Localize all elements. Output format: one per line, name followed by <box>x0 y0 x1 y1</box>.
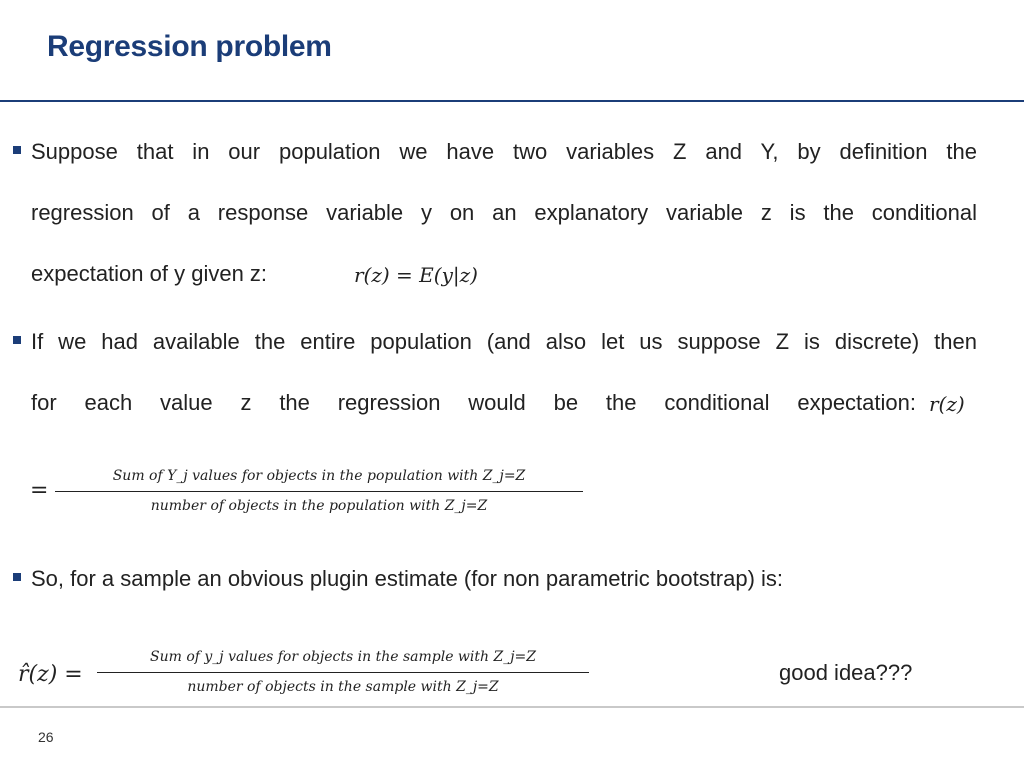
bullet-marker <box>13 573 21 581</box>
population-fraction-bar <box>55 491 583 492</box>
footer-divider <box>0 706 1024 708</box>
regression-definition-formula: r(z) = E(y|z) <box>354 263 478 287</box>
population-fraction-numerator: Sum of Y_j values for objects in the population with Z_j=Z <box>112 468 526 484</box>
good-idea-note: good idea??? <box>779 660 913 685</box>
bullet-1-line-1: Suppose that in our population we have two variables Z and Y, by definition the <box>31 139 977 164</box>
bullet-marker <box>13 336 21 344</box>
bullet-1-line-2: regression of a response variable y on an explanatory variable z is the conditional <box>31 200 977 225</box>
bullet-1-line-3: expectation of y given z: <box>31 261 268 286</box>
population-fraction-denominator: number of objects in the population with Z_j=Z <box>150 498 488 514</box>
bullet-2-line-2: for each value z the regression would be the conditional expectation: <box>31 390 916 415</box>
bullet-2-line-1: If we had available the entire population (and also let us suppose Z is discrete) then <box>31 329 977 354</box>
bullet-3-line-1: So, for a sample an obvious plugin estimate (for non parametric bootstrap) is: <box>31 566 784 591</box>
bullet-marker <box>13 146 21 154</box>
page-number: 26 <box>38 729 54 745</box>
sample-fraction-denominator: number of objects in the sample with Z_j=Z <box>187 679 499 695</box>
inline-formula-r-z: r(z) <box>929 392 965 416</box>
sample-estimate-lhs: r̂(z) = <box>18 662 83 687</box>
sample-fraction-bar <box>97 672 589 673</box>
equals-sign: = <box>30 478 49 503</box>
title-divider <box>0 100 1024 102</box>
slide-title: Regression problem <box>47 30 332 63</box>
sample-fraction-numerator: Sum of y_j values for objects in the sample with Z_j=Z <box>149 649 537 665</box>
